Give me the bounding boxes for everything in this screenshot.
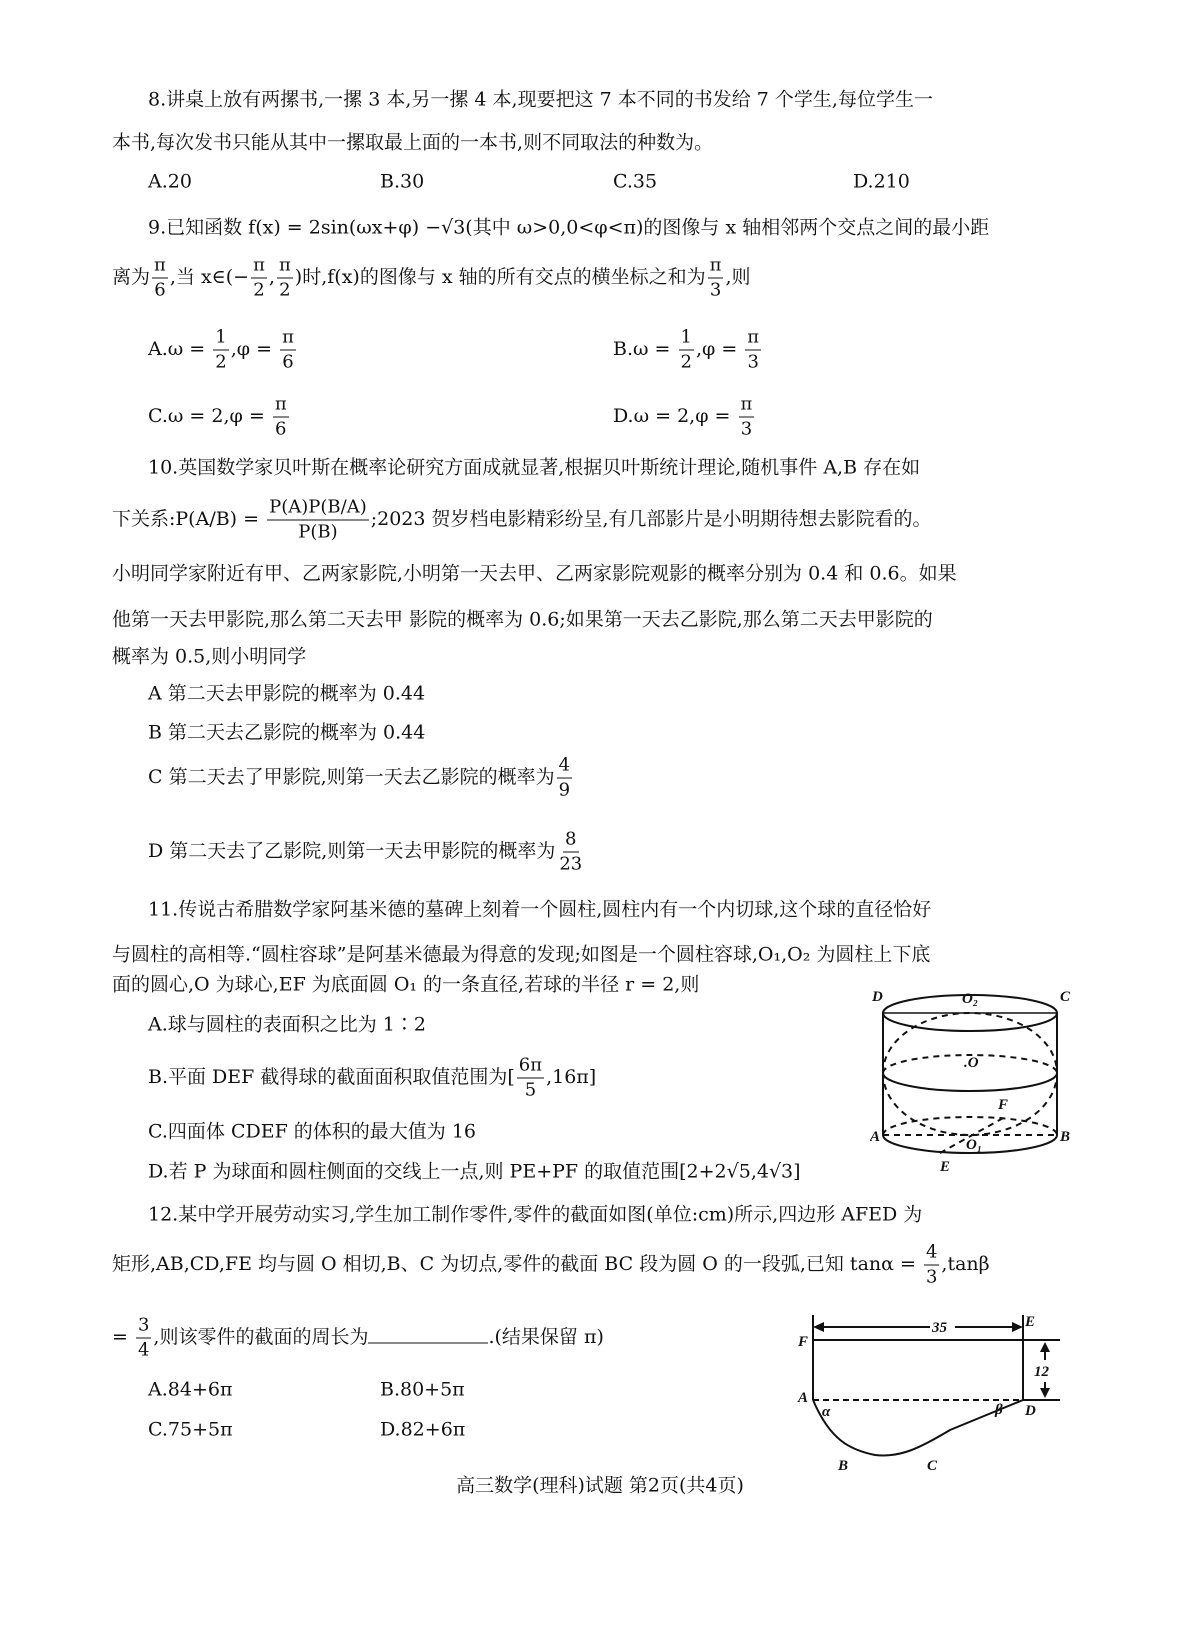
text-line (148, 88, 933, 111)
text-segment: A.ω = (148, 338, 212, 360)
fraction-numerator: π (251, 257, 267, 279)
fraction-denominator: 2 (279, 279, 291, 301)
label-D: D (872, 989, 883, 1005)
fraction (517, 1054, 544, 1101)
text-segment: 他第一天去甲影院,那么第二天去甲 影院的概率为 0.6;如果第一天去乙影院,那么第二天去甲影院的 (112, 608, 933, 631)
text-line (148, 170, 192, 193)
fraction (277, 254, 293, 301)
text-segment: 10.英国数学家贝叶斯在概率论研究方面成就显著,根据贝叶斯统计理论,随机事件 A,B 存在如 (148, 456, 921, 479)
text-line (380, 1418, 466, 1441)
text-segment: ,16π] (546, 1066, 597, 1088)
fraction-denominator: 6 (154, 279, 166, 301)
fraction-numerator: π (708, 257, 724, 279)
text-segment: 概率为 0.5,则小明同学 (112, 645, 307, 668)
text-segment: C 第二天去了甲影院,则第一天去乙影院的概率为 (148, 766, 555, 788)
label-F: F (998, 1097, 1009, 1113)
label-E: E (1025, 1314, 1036, 1330)
text-segment: D.若 P 为球面和圆柱侧面的交线上一点,则 PE+PF 的取值范围[2+2√5,4√3] (148, 1160, 801, 1183)
fraction-numerator: π (745, 329, 761, 351)
fraction-denominator: 3 (740, 418, 753, 440)
text-segment: 本书,每次发书只能从其中一摞取最上面的一本书,则不同取法的种数为。 (112, 131, 714, 154)
fraction (280, 326, 296, 373)
text-segment: 面的圆心,O 为球心,EF 为底面圆 O₁ 的一条直径,若球的半径 r = 2,则 (112, 973, 700, 996)
fraction-numerator: π (277, 257, 293, 279)
text-line (112, 973, 700, 996)
text-segment: , (268, 266, 275, 288)
text-line (112, 645, 307, 668)
text-segment: B.80+5π (380, 1378, 465, 1401)
label-O2: O₂ (962, 991, 979, 1007)
fraction (679, 326, 694, 373)
fraction-denominator: 6 (282, 351, 294, 373)
text-line (112, 943, 931, 966)
page-footer: 高三数学(理科)试题 第2页(共4页) (456, 1474, 744, 1497)
text-line (148, 326, 298, 373)
label-alpha: α (822, 1404, 831, 1420)
text-line (613, 170, 658, 193)
text-segment: C.35 (613, 170, 658, 193)
fraction-denominator: 23 (559, 853, 583, 875)
answer-blank (368, 1328, 488, 1343)
text-segment: A.20 (148, 170, 192, 193)
fraction-denominator: 3 (747, 351, 759, 373)
label-D: D (1025, 1403, 1036, 1419)
fraction-numerator: π (273, 396, 289, 418)
text-segment: B 第二天去乙影院的概率为 0.44 (148, 721, 426, 744)
fraction-denominator: 6 (275, 418, 287, 440)
label-A: A (798, 1390, 809, 1406)
fraction (557, 828, 584, 875)
text-segment: 11.传说古希腊数学家阿基米德的墓碑上刻着一个圆柱,圆柱内有一个内切球,这个球的直径恰好 (148, 898, 932, 921)
text-segment: D.210 (853, 170, 910, 193)
text-line (380, 170, 425, 193)
fraction-denominator: 5 (524, 1079, 537, 1101)
text-line (112, 1314, 604, 1361)
fraction-denominator: 2 (215, 351, 227, 373)
label-A: A (870, 1129, 881, 1145)
fraction-numerator: π (152, 257, 168, 279)
text-segment: 9.已知函数 f(x) = 2sin(ωx+φ) −√3(其中 ω>0,0<φ<π)的图像与 x 轴相邻两个交点之间的最小距 (148, 216, 990, 239)
text-segment: ,则 (725, 266, 751, 288)
text-segment: 下关系:P(A/B) = (112, 508, 266, 530)
text-line (613, 326, 763, 373)
label-E: E (940, 1159, 951, 1175)
text-segment: = (112, 1326, 134, 1348)
text-line (148, 1418, 233, 1441)
text-segment: C.ω = 2,φ = (148, 405, 271, 427)
text-line (148, 1054, 597, 1101)
fraction-numerator: 4 (557, 757, 572, 779)
label-C: C (1060, 989, 1071, 1005)
fraction-denominator: 9 (558, 779, 571, 801)
fraction-denominator: 2 (253, 279, 265, 301)
fraction-numerator: 3 (136, 1317, 151, 1339)
text-segment: .(结果保留 π) (488, 1326, 604, 1348)
fraction (136, 1314, 151, 1361)
fraction-numerator: π (280, 329, 296, 351)
label-F: F (798, 1334, 809, 1350)
text-line (613, 393, 756, 440)
fraction (739, 393, 755, 440)
text-segment: ,φ = (695, 338, 744, 360)
fraction-denominator: P(B) (298, 521, 338, 543)
fraction-numerator: 6π (517, 1057, 544, 1079)
text-segment: A 第二天去甲影院的概率为 0.44 (148, 682, 426, 705)
text-segment: ,当 x∈(− (169, 266, 250, 288)
text-line (148, 828, 586, 875)
text-line (112, 496, 932, 543)
label-B: B (1060, 1129, 1071, 1145)
fraction-numerator: P(A)P(B/A) (267, 499, 369, 521)
text-segment: A.球与圆柱的表面积之比为 1∶2 (148, 1013, 426, 1036)
text-line (148, 1378, 233, 1401)
text-line (148, 721, 426, 744)
text-line (112, 1241, 990, 1288)
text-line (148, 1203, 923, 1226)
text-segment: B.30 (380, 170, 425, 193)
label-beta: β (995, 1402, 1003, 1418)
text-line (148, 1120, 477, 1143)
label-C: C (927, 1458, 938, 1474)
text-line (853, 170, 910, 193)
text-segment: 8.讲桌上放有两摞书,一摞 3 本,另一摞 4 本,现要把这 7 本不同的书发给 7 个学生,每位学生一 (148, 88, 933, 111)
fraction-denominator: 2 (680, 351, 692, 373)
text-line (148, 682, 426, 705)
fraction (708, 254, 724, 301)
text-line (112, 131, 714, 154)
text-segment: B.ω = (613, 338, 677, 360)
text-segment: ,φ = (230, 338, 279, 360)
text-line (148, 393, 291, 440)
text-line (148, 754, 574, 801)
fraction-numerator: 8 (563, 831, 578, 853)
fraction-denominator: 4 (137, 1339, 150, 1361)
text-line (148, 1013, 426, 1036)
text-line (148, 456, 921, 479)
text-line (148, 1160, 801, 1183)
fraction-numerator: 1 (213, 329, 228, 351)
text-line (148, 898, 932, 921)
label-12: 12 (1034, 1364, 1049, 1380)
text-segment: ,tanβ (941, 1253, 990, 1275)
text-segment: 离为 (112, 266, 151, 288)
part-cross-section-figure (790, 1310, 1080, 1485)
text-segment: D.82+6π (380, 1418, 466, 1441)
fraction (924, 1241, 939, 1288)
fraction (745, 326, 761, 373)
text-segment: 矩形,AB,CD,FE 均与圆 O 相切,B、C 为切点,零件的截面 BC 段为圆 O 的一段弧,已知 tanα = (112, 1253, 922, 1275)
fraction (557, 754, 572, 801)
fraction-numerator: 4 (924, 1244, 939, 1266)
text-line (380, 1378, 465, 1401)
text-segment: C.四面体 CDEF 的体积的最大值为 16 (148, 1120, 477, 1143)
fraction-numerator: 1 (679, 329, 694, 351)
text-segment: ,则该零件的截面的周长为 (153, 1326, 369, 1348)
fraction (267, 496, 369, 543)
text-segment: D.ω = 2,φ = (613, 405, 737, 427)
label-35: 35 (932, 1320, 947, 1336)
fraction-denominator: 3 (709, 279, 722, 301)
text-line (148, 216, 990, 239)
text-segment: 与圆柱的高相等.“圆柱容球”是阿基米德最为得意的发现;如图是一个圆柱容球,O₁,O₂ 为圆柱上下底 (112, 943, 931, 966)
text-segment: A.84+6π (148, 1378, 233, 1401)
text-line (112, 608, 933, 631)
fraction (273, 393, 289, 440)
label-O: .O (964, 1055, 979, 1071)
text-line (112, 562, 957, 585)
text-segment: B.平面 DEF 截得球的截面面积取值范围为[ (148, 1066, 515, 1088)
fraction-denominator: 3 (925, 1266, 938, 1288)
text-line (112, 254, 751, 301)
text-segment: ;2023 贺岁档电影精彩纷呈,有几部影片是小明期待想去影院看的。 (370, 508, 932, 530)
text-segment: D 第二天去了乙影院,则第一天去甲影院的概率为 (148, 840, 556, 862)
text-segment: 12.某中学开展劳动实习,学生加工制作零件,零件的截面如图(单位:cm)所示,四边形 AFED 为 (148, 1203, 923, 1226)
text-segment: )时,f(x)的图像与 x 轴的所有交点的横坐标之和为 (294, 266, 706, 288)
text-segment: C.75+5π (148, 1418, 233, 1441)
fraction-numerator: π (739, 396, 755, 418)
fraction (213, 326, 228, 373)
label-B: B (838, 1458, 849, 1474)
fraction (251, 254, 267, 301)
fraction (152, 254, 168, 301)
text-segment: 小明同学家附近有甲、乙两家影院,小明第一天去甲、乙两家影院观影的概率分别为 0.4 和 0.6。如果 (112, 562, 957, 585)
cylinder-sphere-figure (870, 985, 1080, 1180)
label-O1: O₁ (966, 1137, 983, 1153)
